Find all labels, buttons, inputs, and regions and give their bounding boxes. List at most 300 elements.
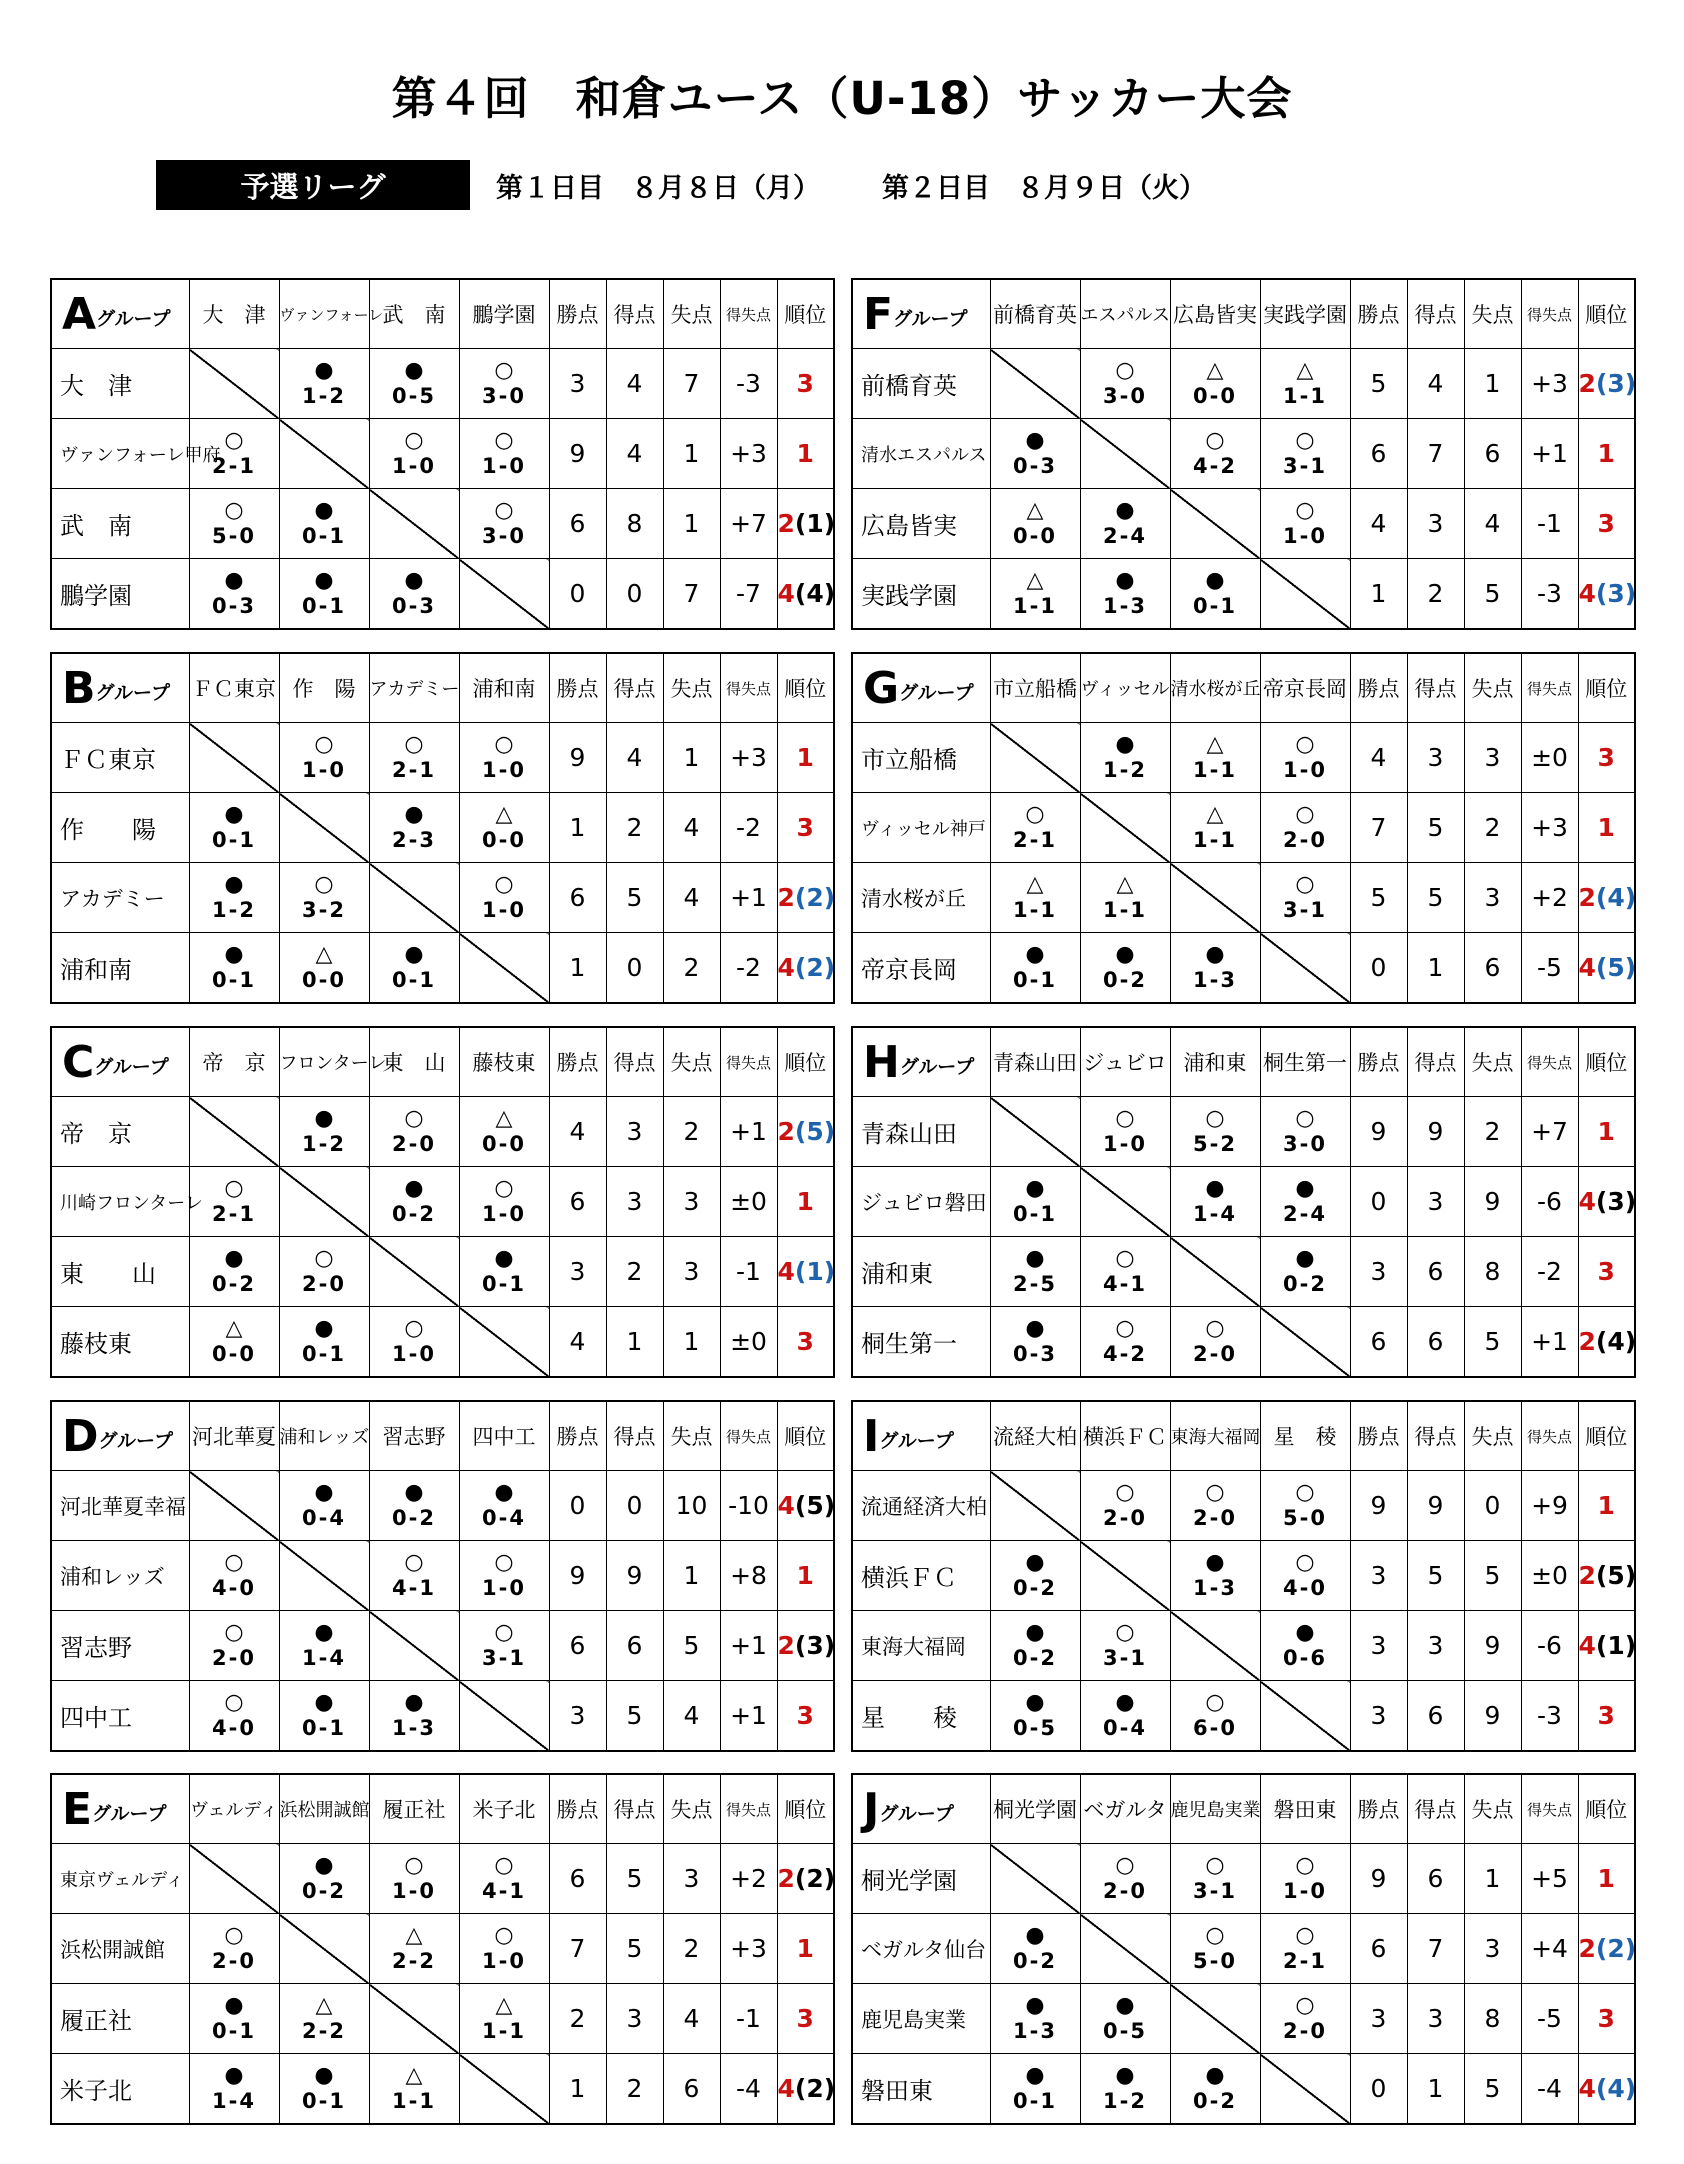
rank-main: 4: [777, 1491, 795, 1520]
rank: [777, 1541, 834, 1611]
rank: [777, 723, 834, 793]
match-score: 1-3: [1193, 1576, 1237, 1601]
rank: [777, 489, 834, 559]
result-symbol: ●: [314, 1480, 334, 1506]
result-symbol: ●: [404, 358, 424, 384]
match-result: [279, 1237, 369, 1307]
match-score: 1-0: [482, 1576, 526, 1601]
rank: [1578, 419, 1635, 489]
result-symbol: ●: [1115, 568, 1135, 594]
goal-diff: +3: [720, 1914, 777, 1984]
result-symbol: △: [1026, 498, 1044, 524]
match-result: [1170, 1844, 1260, 1914]
result-symbol: ○: [1115, 1246, 1135, 1272]
match-score: 0-5: [1103, 2019, 1147, 2044]
group-label: [852, 653, 990, 723]
result-cell: [991, 1317, 1080, 1365]
result-cell: [460, 733, 549, 781]
match-score: 2-0: [1193, 1342, 1237, 1367]
result-cell: [370, 803, 459, 851]
prelim-league-badge: 予選リーグ: [156, 160, 470, 210]
day2-date: 第２日目 ８月９日（火）: [882, 173, 1206, 204]
diagonal-cell: [189, 349, 279, 419]
points: 6: [1350, 419, 1407, 489]
result-cell: [280, 1621, 369, 1669]
match-score: 2-0: [302, 1272, 346, 1297]
rank-sub: (2): [794, 883, 836, 912]
table-row: [852, 1984, 1635, 2054]
match-result: [1080, 863, 1170, 933]
goal-diff: -1: [720, 1237, 777, 1307]
rank-sub: (4): [1595, 883, 1637, 912]
group-table-b: [50, 652, 835, 1004]
stat-header: 失点: [663, 1774, 720, 1844]
goals-against: 9: [1464, 1167, 1521, 1237]
result-symbol: ●: [1025, 1316, 1045, 1342]
match-result: [990, 2054, 1080, 2125]
stat-header: 得点: [1407, 1774, 1464, 1844]
match-score: 0-1: [482, 1272, 526, 1297]
result-cell: [1261, 1994, 1350, 2042]
match-result: [369, 1914, 459, 1984]
goals-against: 9: [1464, 1681, 1521, 1752]
result-symbol: ○: [1025, 802, 1045, 828]
result-symbol: ○: [494, 1923, 514, 1949]
result-symbol: ●: [314, 498, 334, 524]
result-symbol: ○: [1205, 1690, 1225, 1716]
match-score: 3-1: [1103, 1646, 1147, 1671]
match-result: [459, 1097, 549, 1167]
rank-main: 3: [796, 813, 814, 842]
result-cell: [991, 1924, 1080, 1972]
result-cell: [1171, 733, 1260, 781]
diagonal-cell: [990, 1097, 1080, 1167]
result-symbol: ○: [314, 732, 334, 758]
result-cell: [1171, 1177, 1260, 1225]
result-cell: [190, 1247, 279, 1295]
diagonal-cell: [459, 2054, 549, 2125]
team-name: 河北華夏幸福: [51, 1471, 189, 1541]
points: 3: [1350, 1541, 1407, 1611]
match-result: [1260, 349, 1350, 419]
match-score: 0-0: [482, 828, 526, 853]
result-symbol: ○: [494, 1176, 514, 1202]
stat-header: 順位: [1578, 1401, 1635, 1471]
stat-header: 勝点: [1350, 1401, 1407, 1471]
result-symbol: ●: [314, 1690, 334, 1716]
result-cell: [1261, 733, 1350, 781]
result-symbol: ●: [224, 568, 244, 594]
result-cell: [190, 569, 279, 617]
result-cell: [1261, 1551, 1350, 1599]
group-letter: B: [62, 662, 96, 714]
diagonal-cell: [1260, 1307, 1350, 1378]
result-cell: [991, 1621, 1080, 1669]
match-result: [279, 1984, 369, 2054]
goal-diff: -7: [720, 559, 777, 630]
result-symbol: ○: [224, 1550, 244, 1576]
group-table-i: [851, 1400, 1636, 1752]
opponent-header: 実践学園: [1260, 279, 1350, 349]
result-cell: [1081, 1107, 1170, 1155]
goals-against: 5: [1464, 2054, 1521, 2125]
opponent-header: 習志野: [369, 1401, 459, 1471]
table-row: [852, 1167, 1635, 1237]
match-result: [459, 1541, 549, 1611]
team-name: 浦和南: [51, 933, 189, 1004]
match-score: 4-1: [482, 1879, 526, 1904]
match-result: [1170, 419, 1260, 489]
team-name: 前橋育英: [852, 349, 990, 419]
match-result: [1080, 1681, 1170, 1752]
table-row: [852, 419, 1635, 489]
match-score: 0-3: [1013, 454, 1057, 479]
table-row: [51, 349, 834, 419]
rank: [1578, 1471, 1635, 1541]
goals-against: 4: [663, 1681, 720, 1752]
diagonal-cell: [1170, 1611, 1260, 1681]
rank-main: 4: [1578, 1187, 1596, 1216]
rank-main: 3: [1597, 1257, 1615, 1286]
diagonal-cell: [1260, 1681, 1350, 1752]
result-symbol: △: [1116, 872, 1134, 898]
match-result: [1170, 1541, 1260, 1611]
result-cell: [1171, 1551, 1260, 1599]
opponent-header: ジュビロ: [1080, 1027, 1170, 1097]
goal-diff: +3: [720, 419, 777, 489]
rank-main: 1: [1597, 439, 1615, 468]
result-symbol: ○: [314, 1246, 334, 1272]
group-letter: F: [863, 288, 894, 340]
group-label: [852, 1401, 990, 1471]
match-score: 3-0: [1103, 384, 1147, 409]
opponent-header: 藤枝東: [459, 1027, 549, 1097]
result-cell: [280, 873, 369, 921]
result-symbol: ○: [494, 732, 514, 758]
stat-header: 順位: [777, 653, 834, 723]
result-cell: [1081, 1691, 1170, 1739]
match-score: 0-0: [1013, 524, 1057, 549]
match-score: 2-1: [212, 1202, 256, 1227]
stat-header: 得点: [1407, 1027, 1464, 1097]
goals-for: 3: [1407, 723, 1464, 793]
result-cell: [460, 499, 549, 547]
result-symbol: ○: [404, 1106, 424, 1132]
rank: [1578, 559, 1635, 630]
opponent-header: 帝京長岡: [1260, 653, 1350, 723]
match-result: [1080, 349, 1170, 419]
goals-against: 10: [663, 1471, 720, 1541]
goals-against: 3: [663, 1167, 720, 1237]
result-symbol: ○: [224, 428, 244, 454]
match-result: [189, 1914, 279, 1984]
match-result: [1080, 1611, 1170, 1681]
diagonal-cell: [369, 1984, 459, 2054]
match-score: 0-2: [1013, 1576, 1057, 1601]
group-suffix: グループ: [94, 1055, 169, 1078]
goal-diff: +3: [1521, 349, 1578, 419]
goal-diff: ±0: [720, 1307, 777, 1378]
team-name: アカデミー: [51, 863, 189, 933]
match-score: 1-3: [1193, 968, 1237, 993]
result-symbol: ●: [494, 1246, 514, 1272]
rank-sub: (3): [1595, 1187, 1637, 1216]
match-result: [189, 2054, 279, 2125]
result-symbol: ●: [1205, 1176, 1225, 1202]
match-result: [279, 2054, 369, 2125]
match-score: 0-3: [212, 594, 256, 619]
points: 3: [1350, 1984, 1407, 2054]
match-score: 1-2: [212, 898, 256, 923]
points: 2: [549, 1984, 606, 2054]
match-score: 2-0: [212, 1646, 256, 1671]
result-symbol: ●: [1115, 2063, 1135, 2089]
points: 5: [1350, 863, 1407, 933]
table-row: [852, 1097, 1635, 1167]
group-label: [51, 1774, 189, 1844]
goals-against: 8: [1464, 1237, 1521, 1307]
result-cell: [1261, 1177, 1350, 1225]
result-symbol: ○: [494, 498, 514, 524]
match-result: [369, 419, 459, 489]
result-cell: [280, 359, 369, 407]
diagonal-cell: [369, 863, 459, 933]
match-score: 2-1: [1013, 828, 1057, 853]
goal-diff: -2: [720, 793, 777, 863]
rank-sub: (4): [794, 579, 836, 608]
points: 6: [1350, 1307, 1407, 1378]
goal-diff: +1: [720, 1611, 777, 1681]
points: 9: [549, 723, 606, 793]
opponent-header: ベガルタ: [1080, 1774, 1170, 1844]
match-result: [369, 349, 459, 419]
rank-main: 1: [1597, 1864, 1615, 1893]
rank: [777, 349, 834, 419]
result-symbol: ●: [314, 1620, 334, 1646]
result-symbol: ●: [314, 568, 334, 594]
goal-diff: -3: [1521, 1681, 1578, 1752]
match-result: [990, 1914, 1080, 1984]
result-symbol: ○: [1115, 358, 1135, 384]
rank-main: 2: [1578, 883, 1596, 912]
result-symbol: ●: [1205, 942, 1225, 968]
day1-date: 第１日目 ８月８日（月）: [496, 173, 820, 204]
match-result: [1080, 1844, 1170, 1914]
result-cell: [370, 1317, 459, 1365]
table-row: [51, 863, 834, 933]
result-symbol: ○: [494, 872, 514, 898]
table-row: [852, 559, 1635, 630]
goal-diff: ±0: [1521, 1541, 1578, 1611]
result-cell: [991, 2064, 1080, 2112]
result-cell: [1261, 1924, 1350, 1972]
match-score: 1-0: [1283, 1879, 1327, 1904]
points: 6: [549, 1167, 606, 1237]
diagonal-cell: [279, 1541, 369, 1611]
team-name: ヴァンフォーレ甲府: [51, 419, 189, 489]
result-symbol: ●: [1295, 1246, 1315, 1272]
goal-diff: -10: [720, 1471, 777, 1541]
rank-main: 2: [777, 883, 795, 912]
goals-for: 4: [606, 723, 663, 793]
result-cell: [1081, 1994, 1170, 2042]
result-symbol: ○: [1115, 1316, 1135, 1342]
team-name: 星 稜: [852, 1681, 990, 1752]
result-symbol: ●: [224, 1993, 244, 2019]
rank-sub: (5): [794, 1491, 836, 1520]
result-symbol: ●: [1025, 1620, 1045, 1646]
goals-against: 5: [1464, 1307, 1521, 1378]
opponent-header: 浦和南: [459, 653, 549, 723]
match-score: 3-2: [302, 898, 346, 923]
result-symbol: ○: [1295, 802, 1315, 828]
match-result: [459, 793, 549, 863]
result-symbol: △: [495, 1106, 513, 1132]
stat-header: 勝点: [549, 653, 606, 723]
result-cell: [1081, 733, 1170, 781]
group-suffix: グループ: [879, 1429, 954, 1452]
result-symbol: ●: [494, 1480, 514, 1506]
rank: [1578, 1984, 1635, 2054]
match-score: 2-4: [1103, 524, 1147, 549]
match-result: [279, 723, 369, 793]
goals-for: 6: [1407, 1237, 1464, 1307]
match-score: 0-2: [1193, 2089, 1237, 2114]
match-score: 1-0: [482, 1949, 526, 1974]
result-symbol: ○: [1115, 1480, 1135, 1506]
result-cell: [1261, 873, 1350, 921]
result-symbol: ○: [224, 1923, 244, 1949]
rank-main: 3: [1597, 2004, 1615, 2033]
result-cell: [1081, 499, 1170, 547]
result-symbol: ●: [1025, 1923, 1045, 1949]
rank: [777, 419, 834, 489]
match-result: [369, 1307, 459, 1378]
result-symbol: ●: [404, 1176, 424, 1202]
rank-main: 1: [796, 743, 814, 772]
goals-against: 5: [1464, 559, 1521, 630]
match-score: 1-3: [1013, 2019, 1057, 2044]
stat-header: 得失点: [720, 653, 777, 723]
match-result: [459, 723, 549, 793]
result-cell: [1171, 1317, 1260, 1365]
team-name: 東海大福岡: [852, 1611, 990, 1681]
result-cell: [190, 2064, 279, 2112]
goals-against: 2: [663, 1914, 720, 1984]
result-cell: [280, 733, 369, 781]
rank-main: 2: [777, 1117, 795, 1146]
group-suffix: グループ: [893, 307, 968, 330]
group-table-j: [851, 1773, 1636, 2125]
rank: [777, 559, 834, 630]
result-symbol: ○: [494, 1620, 514, 1646]
points: 9: [549, 1541, 606, 1611]
result-cell: [1171, 2064, 1260, 2112]
stat-header: 順位: [777, 1027, 834, 1097]
opponent-header: 市立船橋: [990, 653, 1080, 723]
goal-diff: +2: [720, 1844, 777, 1914]
match-result: [1170, 349, 1260, 419]
points: 0: [1350, 2054, 1407, 2125]
result-cell: [1171, 943, 1260, 991]
opponent-header: 鹿児島実業: [1170, 1774, 1260, 1844]
match-result: [459, 1471, 549, 1541]
match-result: [990, 863, 1080, 933]
opponent-header: ヴィッセル: [1080, 653, 1170, 723]
result-cell: [991, 1994, 1080, 2042]
goals-for: 2: [606, 793, 663, 863]
team-name: 米子北: [51, 2054, 189, 2125]
team-name: 桐光学園: [852, 1844, 990, 1914]
goals-for: 2: [606, 1237, 663, 1307]
goal-diff: -1: [720, 1984, 777, 2054]
match-result: [189, 1237, 279, 1307]
group-letter: C: [62, 1036, 95, 1088]
result-symbol: ●: [1025, 1550, 1045, 1576]
points: 1: [1350, 559, 1407, 630]
goals-against: 6: [1464, 419, 1521, 489]
stat-header: 勝点: [1350, 279, 1407, 349]
goal-diff: -6: [1521, 1611, 1578, 1681]
match-result: [459, 419, 549, 489]
stat-header: 勝点: [549, 1401, 606, 1471]
stat-header: 失点: [1464, 1027, 1521, 1097]
rank-main: 4: [777, 2074, 795, 2103]
match-score: 0-0: [302, 968, 346, 993]
diagonal-cell: [990, 1471, 1080, 1541]
points: 6: [549, 1611, 606, 1681]
rank: [777, 1167, 834, 1237]
rank: [1578, 793, 1635, 863]
goals-for: 3: [606, 1984, 663, 2054]
diagonal-cell: [189, 1844, 279, 1914]
group-label: [51, 653, 189, 723]
rank: [777, 1097, 834, 1167]
table-row: [51, 1914, 834, 1984]
match-score: 2-0: [1283, 2019, 1327, 2044]
goal-diff: +1: [720, 1097, 777, 1167]
goals-for: 6: [1407, 1844, 1464, 1914]
points: 5: [1350, 349, 1407, 419]
match-score: 4-0: [212, 1576, 256, 1601]
stat-header: 得失点: [1521, 1027, 1578, 1097]
goals-against: 1: [663, 489, 720, 559]
points: 9: [1350, 1097, 1407, 1167]
goals-against: 1: [663, 1541, 720, 1611]
rank: [777, 2054, 834, 2125]
goal-diff: +1: [1521, 419, 1578, 489]
result-symbol: ○: [1295, 1550, 1315, 1576]
table-row: [51, 1844, 834, 1914]
goal-diff: -1: [1521, 489, 1578, 559]
team-name: 横浜ＦＣ: [852, 1541, 990, 1611]
match-result: [369, 2054, 459, 2125]
match-result: [990, 793, 1080, 863]
match-result: [279, 1471, 369, 1541]
points: 0: [1350, 933, 1407, 1004]
table-row: [51, 1681, 834, 1752]
goals-against: 3: [1464, 1914, 1521, 1984]
result-symbol: △: [405, 1923, 423, 1949]
result-symbol: ○: [1205, 1480, 1225, 1506]
match-result: [189, 489, 279, 559]
goal-diff: -4: [1521, 2054, 1578, 2125]
goals-for: 4: [606, 419, 663, 489]
match-score: 0-3: [1013, 1342, 1057, 1367]
goal-diff: +5: [1521, 1844, 1578, 1914]
match-result: [1260, 419, 1350, 489]
stat-header: 得点: [606, 1774, 663, 1844]
